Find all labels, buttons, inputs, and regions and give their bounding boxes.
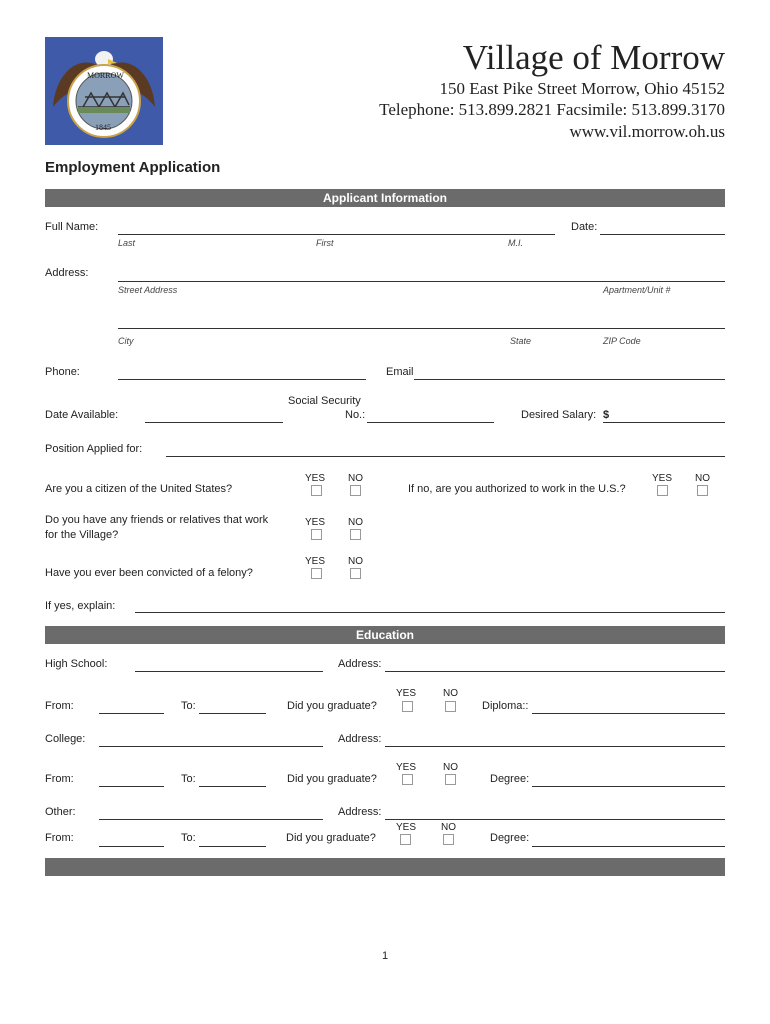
college-degree-field[interactable] (532, 786, 725, 787)
date-available-field[interactable] (145, 422, 283, 423)
other-graduate-no-checkbox[interactable] (443, 834, 454, 845)
other-field[interactable] (99, 819, 323, 820)
address-label: Address: (45, 267, 89, 279)
other-from-label: From: (45, 832, 74, 844)
logo-text-bottom: 1845 (95, 123, 111, 132)
village-address: 150 East Pike Street Morrow, Ohio 45152 (439, 79, 725, 98)
authorized-yes-checkbox[interactable] (657, 485, 668, 496)
phone-label: Phone: (45, 366, 80, 378)
full-name-label: Full Name: (45, 221, 99, 233)
explain-label: If yes, explain: (45, 600, 116, 612)
other-graduate-yes-label: YES (396, 822, 417, 833)
other-degree-field[interactable] (532, 846, 725, 847)
position-label: Position Applied for: (45, 443, 143, 455)
first-sublabel: First (316, 238, 334, 248)
hs-to-field[interactable] (199, 713, 266, 714)
high-school-address-label: Address: (338, 658, 382, 670)
hs-graduate-no-label: NO (443, 688, 458, 699)
city-sublabel: City (118, 336, 134, 346)
citizen-no-checkbox[interactable] (350, 485, 361, 496)
other-from-field[interactable] (99, 846, 164, 847)
hs-graduate-yes-label: YES (396, 688, 417, 699)
other-graduate-question: Did you graduate? (286, 832, 376, 844)
college-graduate-no-checkbox[interactable] (445, 774, 456, 785)
friends-question-line1: Do you have any friends or relatives that work (45, 514, 269, 526)
college-graduate-question: Did you graduate? (287, 773, 377, 785)
college-graduate-yes-checkbox[interactable] (402, 774, 413, 785)
other-to-field[interactable] (199, 846, 266, 847)
state-sublabel: State (510, 336, 532, 346)
friends-question-line2: for the Village? (45, 529, 119, 541)
college-from-label: From: (45, 773, 74, 785)
other-degree-label: Degree: (490, 832, 530, 844)
explain-field[interactable] (135, 612, 725, 613)
friends-no-label: NO (348, 517, 363, 528)
phone-field[interactable] (118, 379, 366, 380)
section-education: Education (45, 626, 725, 644)
city-state-zip-field[interactable] (118, 328, 725, 329)
diploma-field[interactable] (532, 713, 725, 714)
ssn-label-line1: Social Security (288, 395, 361, 407)
college-graduate-no-label: NO (443, 762, 458, 773)
hs-graduate-no-checkbox[interactable] (445, 701, 456, 712)
college-graduate-yes-label: YES (396, 762, 417, 773)
apt-sublabel: Apartment/Unit # (603, 285, 671, 295)
zip-sublabel: ZIP Code (603, 336, 641, 346)
desired-salary-label: Desired Salary: (521, 409, 597, 421)
citizen-yes-checkbox[interactable] (311, 485, 322, 496)
hs-graduate-question: Did you graduate? (287, 700, 377, 712)
dollar-sign: $ (603, 409, 610, 421)
other-to-label: To: (181, 832, 196, 844)
page-title: Village of Morrow (462, 38, 725, 77)
felony-question: Have you ever been convicted of a felony? (45, 567, 253, 579)
authorized-no-label: NO (695, 473, 710, 484)
other-address-label: Address: (338, 806, 382, 818)
college-address-field[interactable] (385, 746, 725, 747)
citizen-yes-label: YES (305, 473, 326, 484)
last-sublabel: Last (118, 238, 136, 248)
date-available-label: Date Available: (45, 409, 119, 421)
hs-from-field[interactable] (99, 713, 164, 714)
ssn-field[interactable] (367, 422, 494, 423)
street-address-field[interactable] (118, 281, 725, 282)
other-graduate-yes-checkbox[interactable] (400, 834, 411, 845)
high-school-field[interactable] (135, 671, 323, 672)
high-school-address-field[interactable] (385, 671, 725, 672)
college-degree-label: Degree: (490, 773, 530, 785)
college-address-label: Address: (338, 733, 382, 745)
citizen-question: Are you a citizen of the United States? (45, 483, 233, 495)
friends-yes-label: YES (305, 517, 326, 528)
section-bar-next (45, 858, 725, 876)
diploma-label: Diploma:: (482, 700, 529, 712)
felony-no-checkbox[interactable] (350, 568, 361, 579)
college-from-field[interactable] (99, 786, 164, 787)
authorized-question: If no, are you authorized to work in the U.S.? (408, 483, 626, 495)
felony-no-label: NO (348, 556, 363, 567)
ssn-label-line2: No.: (345, 409, 366, 421)
felony-yes-checkbox[interactable] (311, 568, 322, 579)
hs-from-label: From: (45, 700, 74, 712)
date-label: Date: (571, 221, 598, 233)
village-phone-fax: Telephone: 513.899.2821 Facsimile: 513.899.3170 (379, 100, 725, 119)
desired-salary-field[interactable] (603, 422, 725, 423)
friends-no-checkbox[interactable] (350, 529, 361, 540)
page-number: 1 (381, 950, 389, 962)
village-website[interactable]: www.vil.morrow.oh.us (569, 122, 725, 141)
friends-yes-checkbox[interactable] (311, 529, 322, 540)
authorized-yes-label: YES (652, 473, 673, 484)
college-to-field[interactable] (199, 786, 266, 787)
college-to-label: To: (181, 773, 196, 785)
email-label: Email (386, 366, 414, 378)
citizen-no-label: NO (348, 473, 363, 484)
other-label: Other: (45, 806, 76, 818)
section-applicant-information: Applicant Information (45, 189, 725, 207)
email-field[interactable] (414, 379, 725, 380)
village-logo (45, 37, 163, 145)
full-name-field[interactable] (118, 234, 555, 235)
position-field[interactable] (166, 456, 725, 457)
other-address-field[interactable] (385, 819, 725, 820)
other-graduate-no-label: NO (441, 822, 456, 833)
hs-to-label: To: (181, 700, 196, 712)
high-school-label: High School: (45, 658, 108, 670)
college-label: College: (45, 733, 86, 745)
logo-text-top: MORROW (87, 71, 124, 80)
college-field[interactable] (99, 746, 323, 747)
hs-graduate-yes-checkbox[interactable] (402, 701, 413, 712)
form-title: Employment Application (45, 159, 221, 176)
authorized-no-checkbox[interactable] (697, 485, 708, 496)
street-sublabel: Street Address (118, 285, 178, 295)
felony-yes-label: YES (305, 556, 326, 567)
date-field[interactable] (600, 234, 725, 235)
mi-sublabel: M.I. (508, 238, 523, 248)
